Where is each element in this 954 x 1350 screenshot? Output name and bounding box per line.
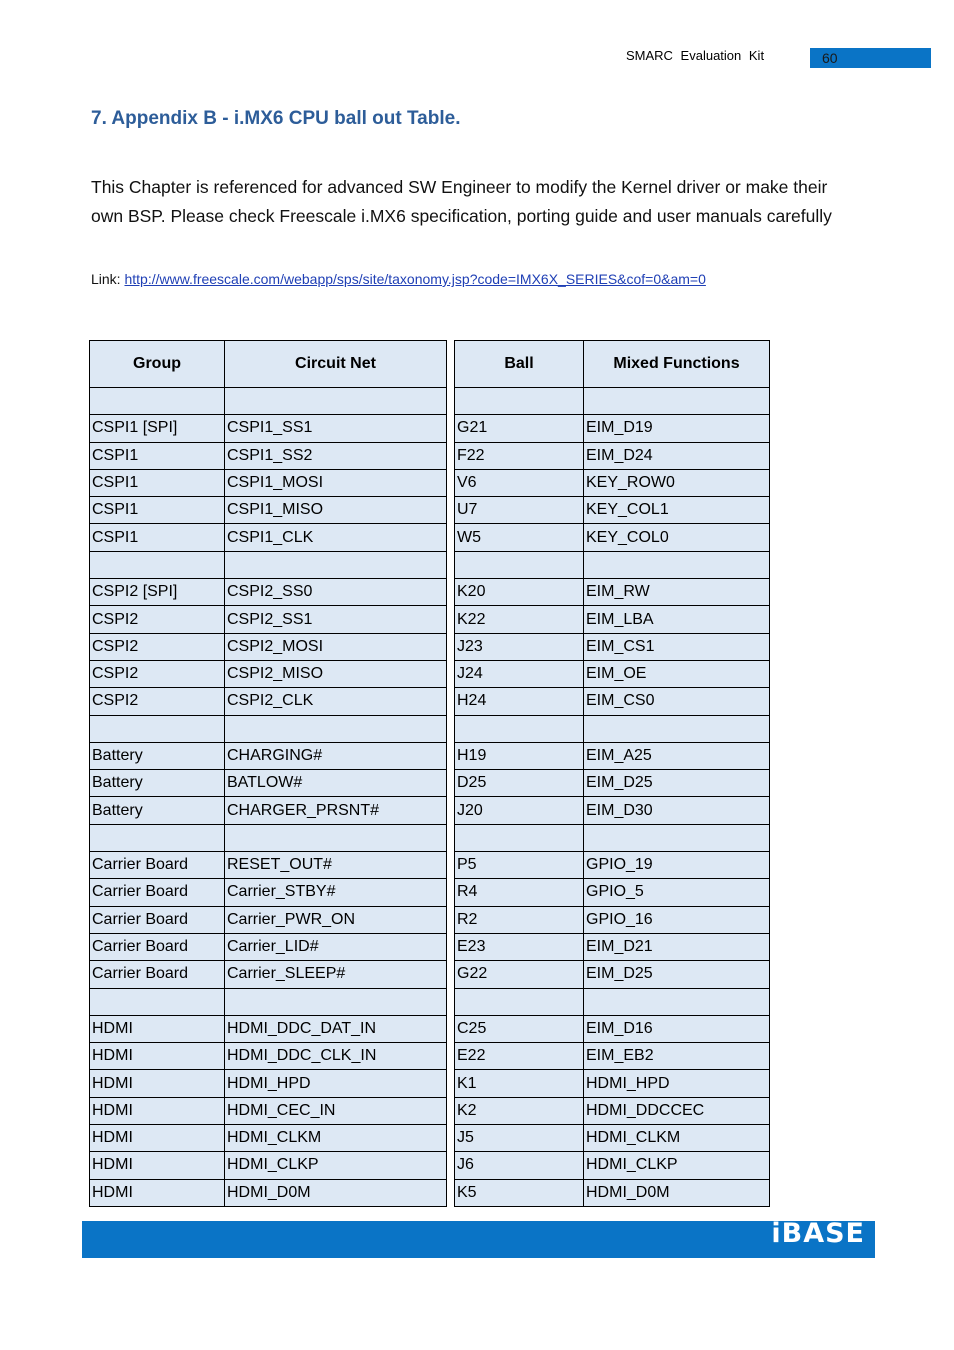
mixed-function-cell: GPIO_19	[584, 852, 770, 879]
ball-cell: J23	[455, 633, 584, 660]
ball-cell: F22	[455, 442, 584, 469]
table-row	[455, 660, 770, 687]
circuit-net-cell: BATLOW#	[225, 770, 447, 797]
table-row	[90, 660, 447, 687]
group-cell: Carrier Board	[90, 879, 225, 906]
table-row	[90, 551, 447, 578]
link-label: Link:	[91, 271, 125, 287]
ball-cell: J24	[455, 660, 584, 687]
mixed-function-cell: EIM_D16	[584, 1015, 770, 1042]
group-cell: Battery	[90, 742, 225, 769]
group-cell: Battery	[90, 770, 225, 797]
ball-cell: K5	[455, 1179, 584, 1206]
table-row	[455, 1043, 770, 1070]
table-row	[455, 1097, 770, 1124]
circuit-net-cell: Carrier_SLEEP#	[225, 961, 447, 988]
table-row	[455, 797, 770, 824]
mixed-function-cell: GPIO_5	[584, 879, 770, 906]
circuit-net-cell: CSPI2_MOSI	[225, 633, 447, 660]
table-row	[90, 633, 447, 660]
mixed-function-cell: EIM_LBA	[584, 606, 770, 633]
table-row	[455, 1070, 770, 1097]
table-row	[455, 852, 770, 879]
group-cell: HDMI	[90, 1179, 225, 1206]
ball-cell: E23	[455, 933, 584, 960]
table-row	[455, 770, 770, 797]
table-row	[455, 715, 770, 742]
table-row	[455, 415, 770, 442]
circuit-net-cell: HDMI_HPD	[225, 1070, 447, 1097]
mixed-function-cell	[584, 388, 770, 415]
mixed-function-cell	[584, 824, 770, 851]
mixed-function-cell: EIM_OE	[584, 660, 770, 687]
table-row	[90, 1043, 447, 1070]
group-cell: CSPI2	[90, 633, 225, 660]
group-cell: CSPI1	[90, 469, 225, 496]
table-row	[90, 1015, 447, 1042]
header-group: Group	[90, 341, 225, 388]
mixed-function-cell: HDMI_CLKP	[584, 1152, 770, 1179]
group-cell: CSPI1	[90, 524, 225, 551]
circuit-net-cell: CSPI1_MOSI	[225, 469, 447, 496]
circuit-net-cell: RESET_OUT#	[225, 852, 447, 879]
section-heading: 7. Appendix B - i.MX6 CPU ball out Table.	[91, 108, 461, 129]
table-row	[90, 415, 447, 442]
ball-cell: J6	[455, 1152, 584, 1179]
circuit-net-cell	[225, 551, 447, 578]
group-cell: CSPI1 [SPI]	[90, 415, 225, 442]
table-row	[90, 388, 447, 415]
group-cell: HDMI	[90, 1043, 225, 1070]
table-row	[90, 1125, 447, 1152]
table-row	[455, 524, 770, 551]
table-row	[455, 906, 770, 933]
group-cell: HDMI	[90, 1125, 225, 1152]
table-row	[90, 442, 447, 469]
circuit-net-cell: HDMI_DDC_CLK_IN	[225, 1043, 447, 1070]
group-cell	[90, 551, 225, 578]
mixed-function-cell: HDMI_DDCCEC	[584, 1097, 770, 1124]
circuit-net-cell: HDMI_CEC_IN	[225, 1097, 447, 1124]
circuit-net-cell: CSPI2_SS1	[225, 606, 447, 633]
table-row	[90, 524, 447, 551]
header-circuit-net: Circuit Net	[225, 341, 447, 388]
circuit-net-cell: CHARGING#	[225, 742, 447, 769]
ball-cell: K20	[455, 579, 584, 606]
table-row	[455, 497, 770, 524]
table-row	[90, 715, 447, 742]
ball-cell: D25	[455, 770, 584, 797]
table-row	[90, 1070, 447, 1097]
ball-cell: C25	[455, 1015, 584, 1042]
table-row	[90, 933, 447, 960]
circuit-net-cell: CHARGER_PRSNT#	[225, 797, 447, 824]
table-row	[455, 933, 770, 960]
circuit-net-cell: HDMI_CLKM	[225, 1125, 447, 1152]
ball-cell: K1	[455, 1070, 584, 1097]
table-row	[90, 1179, 447, 1206]
mixed-function-cell: EIM_D21	[584, 933, 770, 960]
table-row	[455, 879, 770, 906]
group-cell: HDMI	[90, 1015, 225, 1042]
group-cell: CSPI1	[90, 442, 225, 469]
table-row	[90, 988, 447, 1015]
ball-cell: G21	[455, 415, 584, 442]
ball-cell	[455, 988, 584, 1015]
mixed-function-cell: EIM_CS1	[584, 633, 770, 660]
table-row	[90, 497, 447, 524]
table-row	[455, 824, 770, 851]
circuit-net-cell: HDMI_D0M	[225, 1179, 447, 1206]
table-row	[455, 1152, 770, 1179]
circuit-net-cell: HDMI_DDC_DAT_IN	[225, 1015, 447, 1042]
mixed-function-cell: EIM_D30	[584, 797, 770, 824]
mixed-function-cell: KEY_COL1	[584, 497, 770, 524]
ball-cell: U7	[455, 497, 584, 524]
mixed-function-cell	[584, 988, 770, 1015]
circuit-net-cell: CSPI1_SS1	[225, 415, 447, 442]
table-row	[455, 442, 770, 469]
table-row	[90, 1152, 447, 1179]
circuit-net-cell: Carrier_PWR_ON	[225, 906, 447, 933]
table-row	[90, 906, 447, 933]
group-cell: CSPI2	[90, 660, 225, 687]
mixed-function-cell: EIM_D25	[584, 770, 770, 797]
group-cell: CSPI2 [SPI]	[90, 579, 225, 606]
header-mixed-functions: Mixed Functions	[584, 341, 770, 388]
ball-cell: K22	[455, 606, 584, 633]
mixed-function-cell: KEY_COL0	[584, 524, 770, 551]
page-number-badge: 60	[810, 48, 931, 68]
mixed-function-cell: GPIO_16	[584, 906, 770, 933]
ball-cell: R4	[455, 879, 584, 906]
ball-cell	[455, 715, 584, 742]
circuit-net-cell: CSPI2_SS0	[225, 579, 447, 606]
group-cell: CSPI1	[90, 497, 225, 524]
mixed-function-cell: EIM_CS0	[584, 688, 770, 715]
ball-cell: J20	[455, 797, 584, 824]
table-row	[90, 606, 447, 633]
mixed-function-cell: EIM_RW	[584, 579, 770, 606]
group-cell: Carrier Board	[90, 906, 225, 933]
table-row	[90, 852, 447, 879]
table-row	[455, 579, 770, 606]
group-cell: CSPI2	[90, 688, 225, 715]
circuit-net-cell: CSPI2_MISO	[225, 660, 447, 687]
group-cell	[90, 388, 225, 415]
table-row	[455, 742, 770, 769]
ball-cell: R2	[455, 906, 584, 933]
table-row	[90, 797, 447, 824]
table-row	[455, 988, 770, 1015]
ball-cell: W5	[455, 524, 584, 551]
group-cell: Carrier Board	[90, 852, 225, 879]
group-cell: HDMI	[90, 1152, 225, 1179]
header-kit-title: SMARC Evaluation Kit	[626, 48, 765, 63]
table-row	[455, 388, 770, 415]
table-row	[90, 770, 447, 797]
table-row	[90, 688, 447, 715]
table-row	[90, 879, 447, 906]
table-row	[90, 961, 447, 988]
mixed-function-cell: HDMI_HPD	[584, 1070, 770, 1097]
circuit-net-cell	[225, 988, 447, 1015]
circuit-net-cell	[225, 715, 447, 742]
mixed-function-cell	[584, 715, 770, 742]
ibase-logo: iBASE	[771, 1218, 865, 1249]
table-row	[455, 633, 770, 660]
intro-paragraph: This Chapter is referenced for advanced SW Engineer to modify the Kernel driver or make their own BSP. Please check Freescale i.MX6 specification, porting guide and user manuals carefully	[91, 177, 832, 226]
group-cell: Carrier Board	[90, 961, 225, 988]
circuit-net-cell: Carrier_LID#	[225, 933, 447, 960]
ball-cell: H19	[455, 742, 584, 769]
table-row	[455, 469, 770, 496]
table-row	[455, 606, 770, 633]
ball-cell: P5	[455, 852, 584, 879]
table-row	[455, 1125, 770, 1152]
ball-cell: G22	[455, 961, 584, 988]
ball-cell: H24	[455, 688, 584, 715]
mixed-function-cell: HDMI_CLKM	[584, 1125, 770, 1152]
table-row	[455, 961, 770, 988]
table-row	[455, 688, 770, 715]
mixed-function-cell: KEY_ROW0	[584, 469, 770, 496]
circuit-net-cell: CSPI2_CLK	[225, 688, 447, 715]
group-cell: HDMI	[90, 1070, 225, 1097]
circuit-net-cell: HDMI_CLKP	[225, 1152, 447, 1179]
mixed-function-cell: EIM_D19	[584, 415, 770, 442]
ball-cell: J5	[455, 1125, 584, 1152]
table-row	[90, 469, 447, 496]
circuit-net-cell: CSPI1_MISO	[225, 497, 447, 524]
mixed-function-cell: EIM_D24	[584, 442, 770, 469]
table-row	[90, 824, 447, 851]
table-row	[455, 551, 770, 578]
header-ball: Ball	[455, 341, 584, 388]
group-cell: HDMI	[90, 1097, 225, 1124]
ball-cell	[455, 388, 584, 415]
circuit-net-cell: CSPI1_CLK	[225, 524, 447, 551]
table-row	[90, 1097, 447, 1124]
group-cell: Battery	[90, 797, 225, 824]
group-cell	[90, 988, 225, 1015]
group-cell: CSPI2	[90, 606, 225, 633]
ball-out-table-left	[89, 340, 447, 1207]
table-row	[455, 1015, 770, 1042]
ball-cell: K2	[455, 1097, 584, 1124]
group-cell: Carrier Board	[90, 933, 225, 960]
footer-bar	[82, 1218, 875, 1258]
circuit-net-cell: Carrier_STBY#	[225, 879, 447, 906]
table-row	[90, 579, 447, 606]
ball-cell: E22	[455, 1043, 584, 1070]
table-row	[90, 742, 447, 769]
circuit-net-cell	[225, 388, 447, 415]
ball-out-table-right	[454, 340, 770, 1207]
mixed-function-cell: EIM_A25	[584, 742, 770, 769]
table-row	[455, 1179, 770, 1206]
mixed-function-cell	[584, 551, 770, 578]
freescale-link[interactable]: http://www.freescale.com/webapp/sps/site/taxonomy.jsp?code=IMX6X_SERIES&cof=0&am=0	[124, 271, 706, 287]
ball-cell	[455, 551, 584, 578]
link-line	[91, 271, 706, 287]
mixed-function-cell: EIM_EB2	[584, 1043, 770, 1070]
mixed-function-cell: HDMI_D0M	[584, 1179, 770, 1206]
ball-cell: V6	[455, 469, 584, 496]
ball-cell	[455, 824, 584, 851]
group-cell	[90, 715, 225, 742]
group-cell	[90, 824, 225, 851]
mixed-function-cell: EIM_D25	[584, 961, 770, 988]
circuit-net-cell: CSPI1_SS2	[225, 442, 447, 469]
circuit-net-cell	[225, 824, 447, 851]
